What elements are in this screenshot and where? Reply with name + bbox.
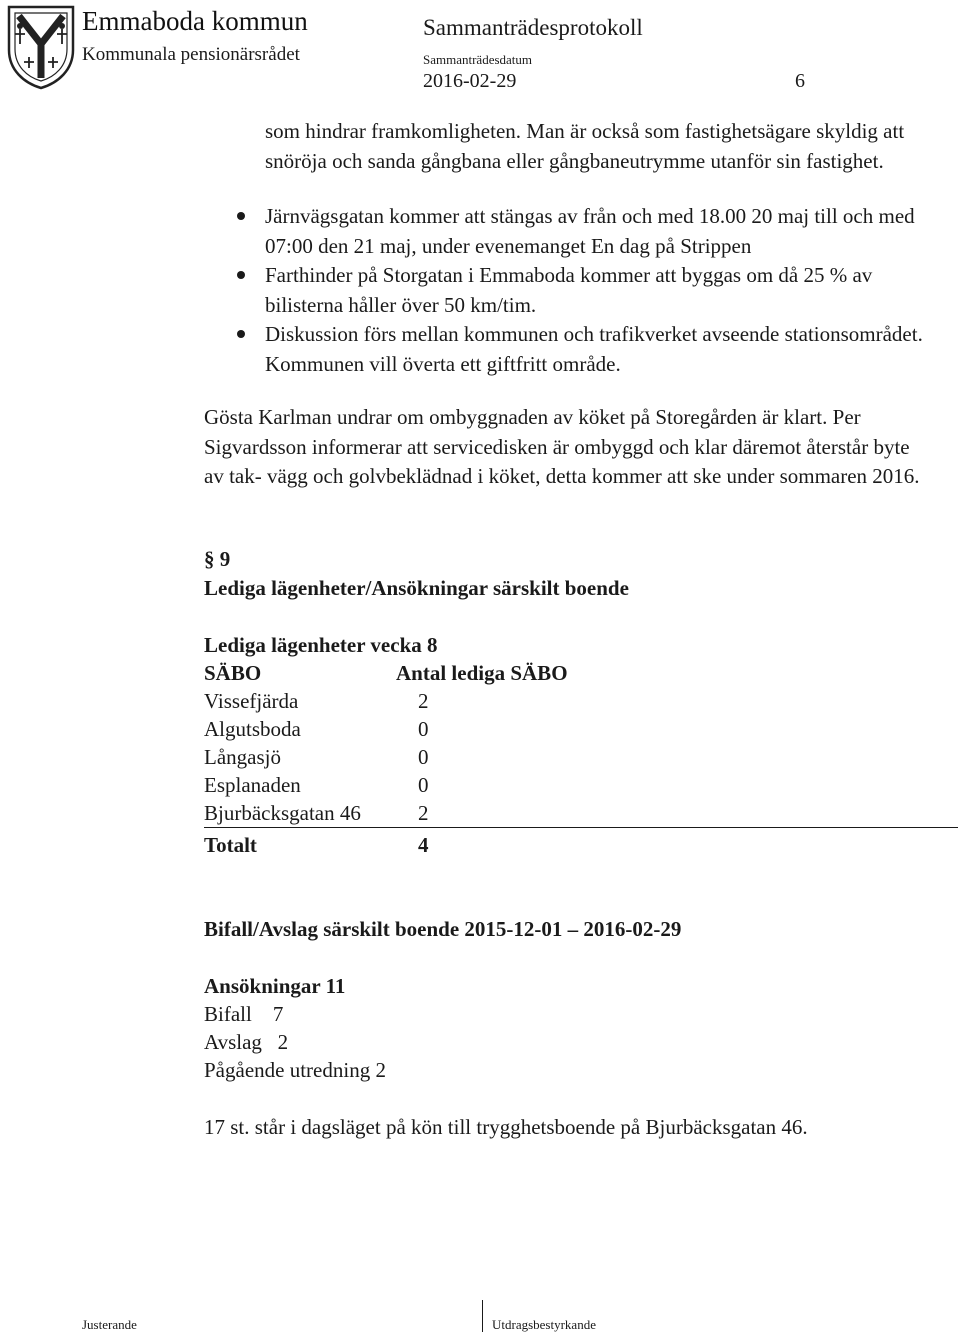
table-row-count: 2 [418, 801, 429, 825]
meeting-date-value: 2016-02-29 [423, 70, 517, 92]
organization-subtitle: Kommunala pensionärsrådet [82, 44, 300, 65]
table-row-count: 2 [418, 689, 429, 713]
bullet-marker [237, 271, 245, 279]
applications-count: Ansökningar 11 [204, 974, 346, 998]
vacancies-heading: Lediga lägenheter vecka 8 [204, 633, 438, 657]
bullet-item: Järnvägsgatan kommer att stängas av från och med 18.00 20 maj till och med 07:00 den 21 maj, under evenemanget En dag på Strippen [265, 204, 915, 258]
decisions-heading: Bifall/Avslag särskilt boende 2015-12-01 – 2016-02-29 [204, 917, 682, 941]
body-paragraph: Gösta Karlman undrar om ombyggnaden av köket på Storegården är klart. Per Sigvardsson informerar att servicedisken är ombyggd och klar däremot återstår byte av tak- vägg och golvbeklädnad i köket, detta kommer att ske under sommaren 2016. [204, 405, 920, 488]
footer-initials-label: Justerande [82, 1317, 137, 1332]
table-total-divider [204, 827, 958, 828]
table-row-name: Bjurbäcksgatan 46 [204, 801, 361, 825]
rejected-count: Avslag 2 [204, 1030, 289, 1054]
pending-count: Pågående utredning 2 [204, 1058, 386, 1082]
municipality-crest-logo [6, 4, 76, 90]
table-row-count: 0 [418, 745, 429, 769]
bullet-marker [237, 330, 245, 338]
continuation-text: som hindrar framkomligheten. Man är också som fastighetsägare skyldig att snöröja och sanda gångbana eller gångbaneutrymme utanför sin fastighet. [265, 119, 905, 173]
meeting-date-label: Sammanträdesdatum [423, 52, 533, 67]
table-row-count: 0 [418, 717, 429, 741]
table-row-name: Långasjö [204, 745, 281, 769]
footer-certification-label: Utdragsbestyrkande [492, 1317, 596, 1332]
column-header-count: Antal lediga SÄBO [396, 661, 568, 685]
document-title: Sammanträdesprotokoll [423, 15, 643, 40]
bullet-marker [237, 212, 245, 220]
total-value: 4 [418, 833, 429, 857]
closing-statement: 17 st. står i dagsläget på kön till trygghetsboende på Bjurbäcksgatan 46. [204, 1115, 808, 1139]
organization-name: Emmaboda kommun [82, 6, 308, 36]
total-label: Totalt [204, 833, 257, 857]
bullet-item: Diskussion förs mellan kommunen och trafikverket avseende stationsområdet. Kommunen vill överta ett giftfritt område. [265, 322, 923, 376]
table-row-count: 0 [418, 773, 429, 797]
page-number: 6 [795, 70, 805, 92]
bullet-item: Farthinder på Storgatan i Emmaboda kommer att byggas om då 25 % av bilisterna håller över 50 km/tim. [265, 263, 873, 317]
section-number: § 9 [204, 547, 231, 571]
table-row-name: Algutsboda [204, 717, 301, 741]
table-row-name: Esplanaden [204, 773, 301, 797]
column-header-name: SÄBO [204, 661, 262, 685]
approved-count: Bifall 7 [204, 1002, 284, 1026]
footer-divider [482, 1300, 483, 1332]
table-row-name: Vissefjärda [204, 689, 299, 713]
section-title: Lediga lägenheter/Ansökningar särskilt boende [204, 576, 629, 600]
